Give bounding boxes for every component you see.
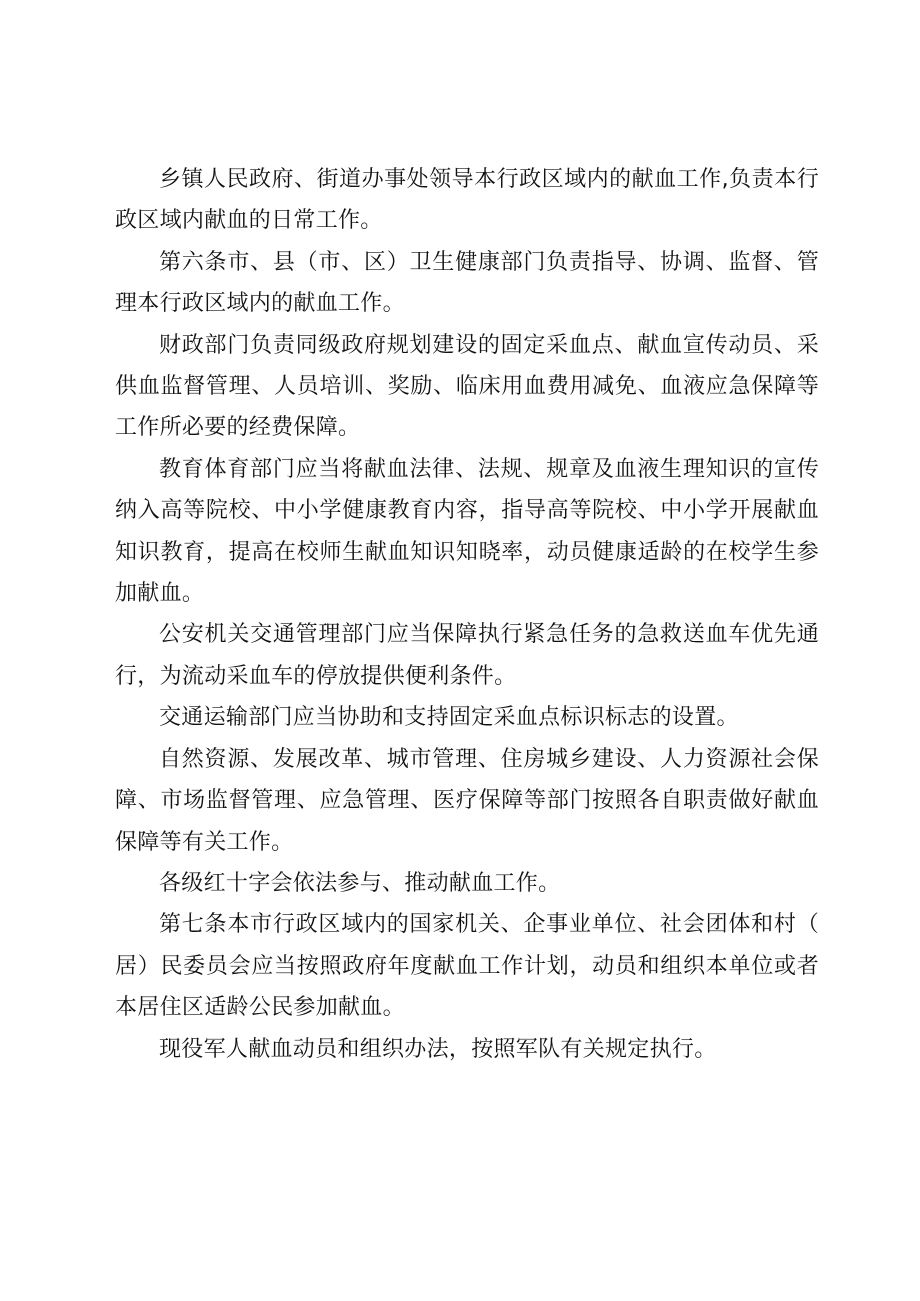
paragraph-transportation: 交通运输部门应当协助和支持固定采血点标识标志的设置。	[159, 705, 739, 731]
paragraph-finance-departments: 财政部门负责同级政府规划建设的固定采血点、献血宣传动员、采供血监督管理、人员培训、奖励、临床用血费用减免、血液应急保障等工作所必要的经费保障。	[115, 332, 819, 441]
paragraph-education-sports: 教育体育部门应当将献血法律、法规、规章及血液生理知识的宣传纳入高等院校、中小学健康教育内容，指导高等院校、中小学开展献血知识教育，提高在校师生献血知识知晓率，动员健康适龄的在校学生参加献血。	[115, 456, 819, 607]
paragraph-public-security-traffic: 公安机关交通管理部门应当保障执行紧急任务的急救送血车优先通行，为流动采血车的停放提供便利条件。	[115, 622, 819, 689]
document-body	[115, 159, 819, 1070]
paragraph-article-6: 第六条市、县（市、区）卫生健康部门负责指导、协调、监督、管理本行政区域内的献血工作。	[115, 249, 819, 317]
paragraph-military: 现役军人献血动员和组织办法，按照军队有关规定执行。	[159, 1036, 717, 1062]
paragraph-article-7: 第七条本市行政区域内的国家机关、企事业单位、社会团体和村（居）民委员会应当按照政府年度献血工作计划，动员和组织本单位或者本居住区适龄公民参加献血。	[115, 912, 819, 1021]
paragraph-township-governments: 乡镇人民政府、街道办事处领导本行政区域内的献血工作,负责本行政区域内献血的日常工作。	[115, 167, 819, 234]
paragraph-other-departments: 自然资源、发展改革、城市管理、住房城乡建设、人力资源社会保障、市场监督管理、应急管理、医疗保障等部门按照各自职责做好献血保障等有关工作。	[115, 746, 819, 855]
paragraph-red-cross: 各级红十字会依法参与、推动献血工作。	[159, 870, 561, 896]
